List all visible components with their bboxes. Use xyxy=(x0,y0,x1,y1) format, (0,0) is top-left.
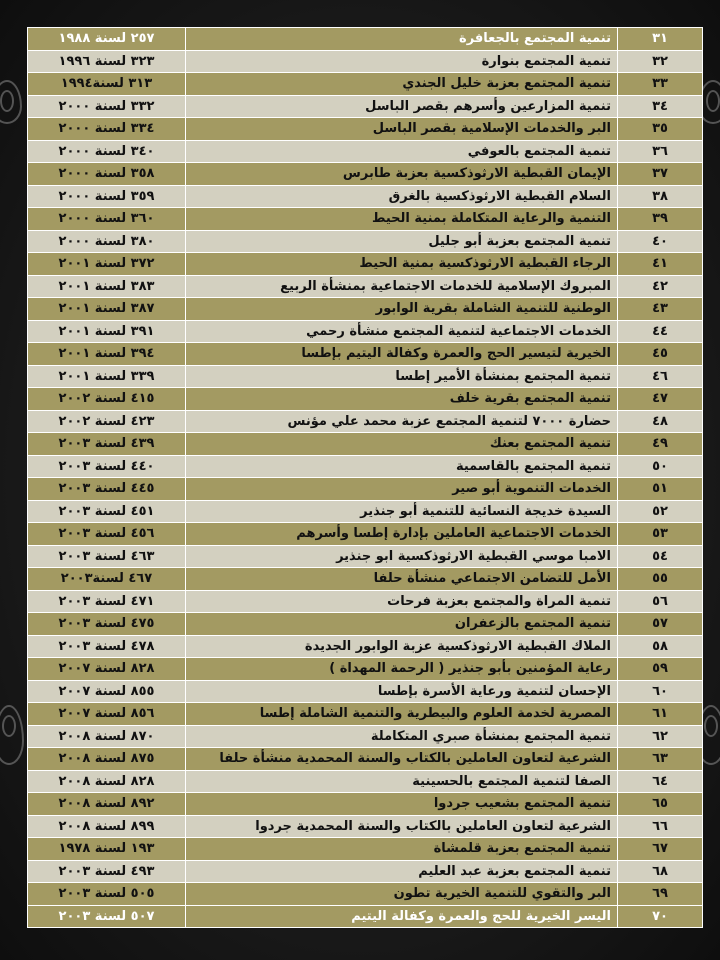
association-name-cell: رعاية المؤمنين بأبو جنذير ( الرحمة المهداة ) xyxy=(186,658,618,681)
row-number-cell: ٤٨ xyxy=(618,410,703,433)
registration-cell: ٣٨٧ لسنة ٢٠٠١ xyxy=(28,298,186,321)
row-number-cell: ٥٠ xyxy=(618,455,703,478)
registration-cell: ٣٣٩ لسنة ٢٠٠١ xyxy=(28,365,186,388)
association-name-cell: المبروك الإسلامية للخدمات الاجتماعية بمنشأة الربيع xyxy=(186,275,618,298)
registration-cell: ٤٧٨ لسنة ٢٠٠٣ xyxy=(28,635,186,658)
association-name-cell: تنمية المجتمع بنوارة xyxy=(186,50,618,73)
registration-cell: ٣٨٠ لسنة ٢٠٠٠ xyxy=(28,230,186,253)
row-number-cell: ٤٣ xyxy=(618,298,703,321)
table-row xyxy=(28,388,703,411)
association-name-cell: تنمية المجتمع بقرية خلف xyxy=(186,388,618,411)
row-number-cell: ٦٥ xyxy=(618,793,703,816)
table-row xyxy=(28,140,703,163)
row-number-cell: ٤٩ xyxy=(618,433,703,456)
table-row xyxy=(28,28,703,51)
row-number-cell: ٦٠ xyxy=(618,680,703,703)
registration-cell: ٨٧٠ لسنة ٢٠٠٨ xyxy=(28,725,186,748)
registration-cell: ٣٢٣ لسنة ١٩٩٦ xyxy=(28,50,186,73)
association-name-cell: تنمية المجتمع بمنشأة الأمير إطسا xyxy=(186,365,618,388)
association-name-cell: البر والخدمات الإسلامية بقصر الباسل xyxy=(186,118,618,141)
table-row xyxy=(28,455,703,478)
registration-cell: ٣٩١ لسنة ٢٠٠١ xyxy=(28,320,186,343)
registration-cell: ٨٢٨ لسنة ٢٠٠٨ xyxy=(28,770,186,793)
association-name-cell: تنمية المجتمع بالزعفران xyxy=(186,613,618,636)
row-number-cell: ٦٣ xyxy=(618,748,703,771)
table-row xyxy=(28,433,703,456)
registration-cell: ٣٣٤ لسنة ٢٠٠٠ xyxy=(28,118,186,141)
row-number-cell: ٦٤ xyxy=(618,770,703,793)
registration-cell: ٨٢٨ لسنة ٢٠٠٧ xyxy=(28,658,186,681)
row-number-cell: ٥٦ xyxy=(618,590,703,613)
table-row xyxy=(28,658,703,681)
table-row xyxy=(28,590,703,613)
registration-cell: ٥٠٧ لسنة ٢٠٠٣ xyxy=(28,905,186,928)
table-row xyxy=(28,725,703,748)
row-number-cell: ٥٩ xyxy=(618,658,703,681)
registration-cell: ٤٢٣ لسنة ٢٠٠٢ xyxy=(28,410,186,433)
association-name-cell: الخدمات الاجتماعية العاملين بإدارة إطسا وأسرهم xyxy=(186,523,618,546)
table-row xyxy=(28,748,703,771)
table-row xyxy=(28,253,703,276)
association-name-cell: الخدمات التنموية أبو صير xyxy=(186,478,618,501)
row-number-cell: ٥٨ xyxy=(618,635,703,658)
table-row xyxy=(28,95,703,118)
table-row xyxy=(28,860,703,883)
registration-cell: ٤٧٥ لسنة ٢٠٠٣ xyxy=(28,613,186,636)
row-number-cell: ٦٢ xyxy=(618,725,703,748)
registration-cell: ٤٦٣ لسنة ٢٠٠٣ xyxy=(28,545,186,568)
association-name-cell: الملاك القبطية الارثوذكسية عزبة الوابور الجديدة xyxy=(186,635,618,658)
registration-cell: ٤٤٠ لسنة ٢٠٠٣ xyxy=(28,455,186,478)
table-row xyxy=(28,365,703,388)
table-row xyxy=(28,793,703,816)
registration-cell: ٤٧١ لسنة ٢٠٠٣ xyxy=(28,590,186,613)
association-name-cell: تنمية المجتمع بالقاسمية xyxy=(186,455,618,478)
row-number-cell: ٤٠ xyxy=(618,230,703,253)
association-name-cell: تنمية المجتمع بعزبة عبد العليم xyxy=(186,860,618,883)
row-number-cell: ٤٢ xyxy=(618,275,703,298)
table-row xyxy=(28,343,703,366)
table-row xyxy=(28,73,703,96)
row-number-cell: ٤١ xyxy=(618,253,703,276)
association-name-cell: الصفا لتنمية المجتمع بالحسينية xyxy=(186,770,618,793)
table-row xyxy=(28,838,703,861)
registration-cell: ٤٥١ لسنة ٢٠٠٣ xyxy=(28,500,186,523)
row-number-cell: ٦٨ xyxy=(618,860,703,883)
registration-cell: ٤٩٣ لسنة ٢٠٠٣ xyxy=(28,860,186,883)
registration-cell: ٤٣٩ لسنة ٢٠٠٣ xyxy=(28,433,186,456)
table-row xyxy=(28,410,703,433)
association-name-cell: الإحسان لتنمية ورعاية الأسرة بإطسا xyxy=(186,680,618,703)
association-name-cell: الأمل للتضامن الاجتماعي منشأة حلفا xyxy=(186,568,618,591)
row-number-cell: ٥٢ xyxy=(618,500,703,523)
table-row xyxy=(28,230,703,253)
association-name-cell: تنمية المجتمع بمنشأة صبري المتكاملة xyxy=(186,725,618,748)
row-number-cell: ٦١ xyxy=(618,703,703,726)
registration-cell: ٣٨٣ لسنة ٢٠٠١ xyxy=(28,275,186,298)
registration-cell: ٣٧٢ لسنة ٢٠٠١ xyxy=(28,253,186,276)
table-row xyxy=(28,320,703,343)
table-row xyxy=(28,185,703,208)
association-name-cell: المصرية لخدمة العلوم والبيطرية والتنمية الشاملة إطسا xyxy=(186,703,618,726)
registration-cell: ٤٤٥ لسنة ٢٠٠٣ xyxy=(28,478,186,501)
registration-cell: ٨٩٢ لسنة ٢٠٠٨ xyxy=(28,793,186,816)
association-name-cell: تنمية المزارعين وأسرهم بقصر الباسل xyxy=(186,95,618,118)
row-number-cell: ٥٧ xyxy=(618,613,703,636)
table-row xyxy=(28,478,703,501)
association-name-cell: تنمية المجتمع بشعيب جردوا xyxy=(186,793,618,816)
associations-table-body xyxy=(28,28,703,928)
row-number-cell: ٣٦ xyxy=(618,140,703,163)
left-ornament-icon xyxy=(0,80,22,124)
row-number-cell: ٦٩ xyxy=(618,883,703,906)
table-row xyxy=(28,208,703,231)
row-number-cell: ٤٤ xyxy=(618,320,703,343)
registration-cell: ٣١٣ لسنة١٩٩٤ xyxy=(28,73,186,96)
registration-cell: ٣٥٨ لسنة ٢٠٠٠ xyxy=(28,163,186,186)
row-number-cell: ٣٩ xyxy=(618,208,703,231)
association-name-cell: السيدة خديجة النسائية للتنمية أبو جنذير xyxy=(186,500,618,523)
table-row xyxy=(28,50,703,73)
row-number-cell: ٤٧ xyxy=(618,388,703,411)
table-row xyxy=(28,568,703,591)
associations-table xyxy=(27,27,703,928)
table-row xyxy=(28,905,703,928)
table-row xyxy=(28,275,703,298)
row-number-cell: ٣٨ xyxy=(618,185,703,208)
registration-cell: ٤٦٧ لسنة٢٠٠٣ xyxy=(28,568,186,591)
table-row xyxy=(28,523,703,546)
row-number-cell: ٦٧ xyxy=(618,838,703,861)
association-name-cell: تنمية المجتمع بعزبة قلمشاة xyxy=(186,838,618,861)
registration-cell: ٨٥٥ لسنة ٢٠٠٧ xyxy=(28,680,186,703)
row-number-cell: ٥٣ xyxy=(618,523,703,546)
association-name-cell: اليسر الخيرية للحج والعمرة وكفالة اليتيم xyxy=(186,905,618,928)
left-lower-ornament-icon xyxy=(0,705,24,765)
table-row xyxy=(28,298,703,321)
registration-cell: ٣٩٤ لسنة ٢٠٠١ xyxy=(28,343,186,366)
registration-cell: ٣٦٠ لسنة ٢٠٠٠ xyxy=(28,208,186,231)
row-number-cell: ٥٥ xyxy=(618,568,703,591)
registration-cell: ٤١٥ لسنة ٢٠٠٢ xyxy=(28,388,186,411)
table-row xyxy=(28,118,703,141)
association-name-cell: الرجاء القبطية الارثوذكسية بمنية الحيط xyxy=(186,253,618,276)
association-name-cell: السلام القبطية الارثوذكسية بالغرق xyxy=(186,185,618,208)
row-number-cell: ٣١ xyxy=(618,28,703,51)
row-number-cell: ٧٠ xyxy=(618,905,703,928)
association-name-cell: البر والتقوي للتنمية الخيرية تطون xyxy=(186,883,618,906)
association-name-cell: تنمية المجتمع بعزبة خليل الجندي xyxy=(186,73,618,96)
registration-cell: ٢٥٧ لسنة ١٩٨٨ xyxy=(28,28,186,51)
row-number-cell: ٣٤ xyxy=(618,95,703,118)
association-name-cell: التنمية والرعاية المتكاملة بمنية الحيط xyxy=(186,208,618,231)
registration-cell: ٣٥٩ لسنة ٢٠٠٠ xyxy=(28,185,186,208)
association-name-cell: الخيرية لتيسير الحج والعمرة وكفالة اليتيم بإطسا xyxy=(186,343,618,366)
row-number-cell: ٦٦ xyxy=(618,815,703,838)
registration-cell: ٣٤٠ لسنة ٢٠٠٠ xyxy=(28,140,186,163)
table-row xyxy=(28,163,703,186)
row-number-cell: ٣٧ xyxy=(618,163,703,186)
association-name-cell: الشرعية لتعاون العاملين بالكتاب والسنة المحمدية منشأة حلفا xyxy=(186,748,618,771)
row-number-cell: ٣٣ xyxy=(618,73,703,96)
association-name-cell: الخدمات الاجتماعية لتنمية المجتمع منشأة رحمي xyxy=(186,320,618,343)
row-number-cell: ٥٤ xyxy=(618,545,703,568)
table-row xyxy=(28,545,703,568)
registration-cell: ٤٥٦ لسنة ٢٠٠٣ xyxy=(28,523,186,546)
table-row xyxy=(28,815,703,838)
registration-cell: ٨٧٥ لسنة ٢٠٠٨ xyxy=(28,748,186,771)
association-name-cell: الشرعية لتعاون العاملين بالكتاب والسنة المحمدية جردوا xyxy=(186,815,618,838)
row-number-cell: ٣٢ xyxy=(618,50,703,73)
table-row xyxy=(28,883,703,906)
row-number-cell: ٤٥ xyxy=(618,343,703,366)
table-row xyxy=(28,613,703,636)
association-name-cell: حضارة ٧٠٠٠ لتنمية المجتمع عزبة محمد علي مؤنس xyxy=(186,410,618,433)
registration-cell: ٥٠٥ لسنة ٢٠٠٣ xyxy=(28,883,186,906)
table-row xyxy=(28,635,703,658)
association-name-cell: تنمية المجتمع بعنك xyxy=(186,433,618,456)
row-number-cell: ٥١ xyxy=(618,478,703,501)
association-name-cell: الإيمان القبطية الارثوذكسية بعزبة طابرس xyxy=(186,163,618,186)
association-name-cell: تنمية المجتمع بالجعافرة xyxy=(186,28,618,51)
registration-cell: ١٩٣ لسنة ١٩٧٨ xyxy=(28,838,186,861)
association-name-cell: تنمية المجتمع بالعوفي xyxy=(186,140,618,163)
table-row xyxy=(28,770,703,793)
registration-cell: ٨٥٦ لسنة ٢٠٠٧ xyxy=(28,703,186,726)
association-name-cell: الوطنية للتنمية الشاملة بقرية الوابور xyxy=(186,298,618,321)
registration-cell: ٨٩٩ لسنة ٢٠٠٨ xyxy=(28,815,186,838)
association-name-cell: الامبا موسي القبطية الارثوذكسية ابو جنذير xyxy=(186,545,618,568)
table-row xyxy=(28,703,703,726)
registration-cell: ٣٣٢ لسنة ٢٠٠٠ xyxy=(28,95,186,118)
row-number-cell: ٣٥ xyxy=(618,118,703,141)
table-row xyxy=(28,680,703,703)
association-name-cell: تنمية المجتمع بعزبة أبو جليل xyxy=(186,230,618,253)
row-number-cell: ٤٦ xyxy=(618,365,703,388)
association-name-cell: تنمية المراة والمجتمع بعزبة فرحات xyxy=(186,590,618,613)
table-row xyxy=(28,500,703,523)
